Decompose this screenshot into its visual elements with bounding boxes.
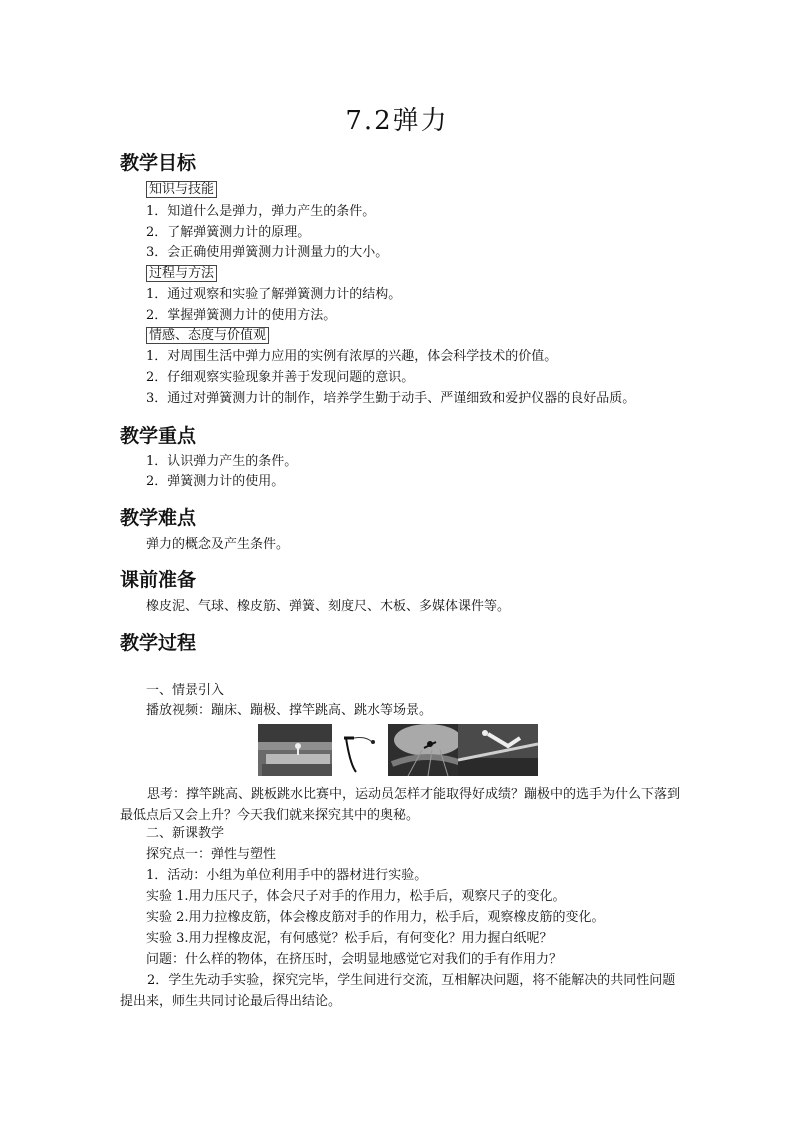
- page-title: 7.2弹力: [345, 106, 449, 136]
- knowledge-label: 知识与技能: [146, 182, 217, 198]
- attitude-item-2: 2．仔细观察实验现象并善于发现问题的意识。: [146, 370, 415, 385]
- difficulties-text: 弹力的概念及产生条件。: [146, 537, 290, 552]
- preparation-text: 橡皮泥、气球、橡皮筋、弹簧、刻度尺、木板、多媒体课件等。: [146, 599, 511, 614]
- objectives-heading: 教学目标: [120, 152, 197, 174]
- knowledge-item-2: 2．了解弹簧测力计的原理。: [146, 225, 311, 240]
- process-item-1: 1．通过观察和实验了解弹簧测力计的结构。: [146, 287, 402, 302]
- process-label: 过程与方法: [146, 266, 217, 282]
- explore-point-1: 探究点一：弹性与塑性: [146, 847, 277, 862]
- attitude-item-1: 1．对周围生活中弹力应用的实例有浓厚的兴趣，体会科学技术的价值。: [146, 349, 558, 364]
- think-paragraph: 思考：撑竿跳高、跳板跳水比赛中，运动员怎样才能取得好成绩？蹦极中的选手为什么下落到最低点后又会上升？今天我们就来探究其中的奥秘。: [120, 787, 681, 823]
- difficulties-heading: 教学难点: [120, 507, 197, 529]
- key-point-2: 2．弹簧测力计的使用。: [146, 474, 285, 489]
- knowledge-item-3: 3．会正确使用弹簧测力计测量力的大小。: [146, 245, 389, 260]
- video-line: 播放视频：蹦床、蹦极、撑竿跳高、跳水等场景。: [146, 703, 433, 718]
- trampoline-photo: [258, 724, 338, 776]
- high-jump-photo: [458, 724, 538, 776]
- key-points-heading: 教学重点: [120, 425, 197, 447]
- attitude-label: 情感、态度与价值观: [146, 328, 269, 344]
- question-line: 问题：什么样的物体，在挤压时，会明显地感觉它对我们的手有作用力？: [146, 952, 563, 967]
- intro-title: 一、情景引入: [146, 683, 225, 698]
- experiment-1: 实验 1.用力压尺子，体会尺子对手的作用力，松手后，观察尺子的变化。: [146, 889, 566, 904]
- activity-line: 1．活动：小组为单位利用手中的器材进行实验。: [146, 868, 428, 883]
- scene-photos: [258, 724, 538, 776]
- experiment-2: 实验 2.用力拉橡皮筋，体会橡皮筋对手的作用力，松手后，观察橡皮筋的变化。: [146, 910, 605, 925]
- attitude-item-3: 3．通过对弹簧测力计的制作，培养学生勤于动手、严谨细致和爱护仪器的良好品质。: [146, 391, 636, 406]
- preparation-heading: 课前准备: [120, 569, 197, 591]
- pole-vault-photo: [388, 724, 468, 776]
- knowledge-item-1: 1．知道什么是弹力，弹力产生的条件。: [146, 204, 376, 219]
- step-2-paragraph: 2．学生先动手实验，探究完毕，学生间进行交流，互相解决问题，将不能解决的共同性问题提出来，师生共同讨论最后得出结论。: [120, 973, 676, 1009]
- process-item-2: 2．掌握弹簧测力计的使用方法。: [146, 308, 337, 323]
- key-point-1: 1．认识弹力产生的条件。: [146, 454, 298, 469]
- experiment-3: 实验 3.用力捏橡皮泥，有何感觉？松手后，有何变化？用力握白纸呢？: [146, 931, 553, 946]
- new-lesson-title: 二、新课教学: [146, 826, 225, 841]
- process-heading: 教学过程: [120, 632, 197, 654]
